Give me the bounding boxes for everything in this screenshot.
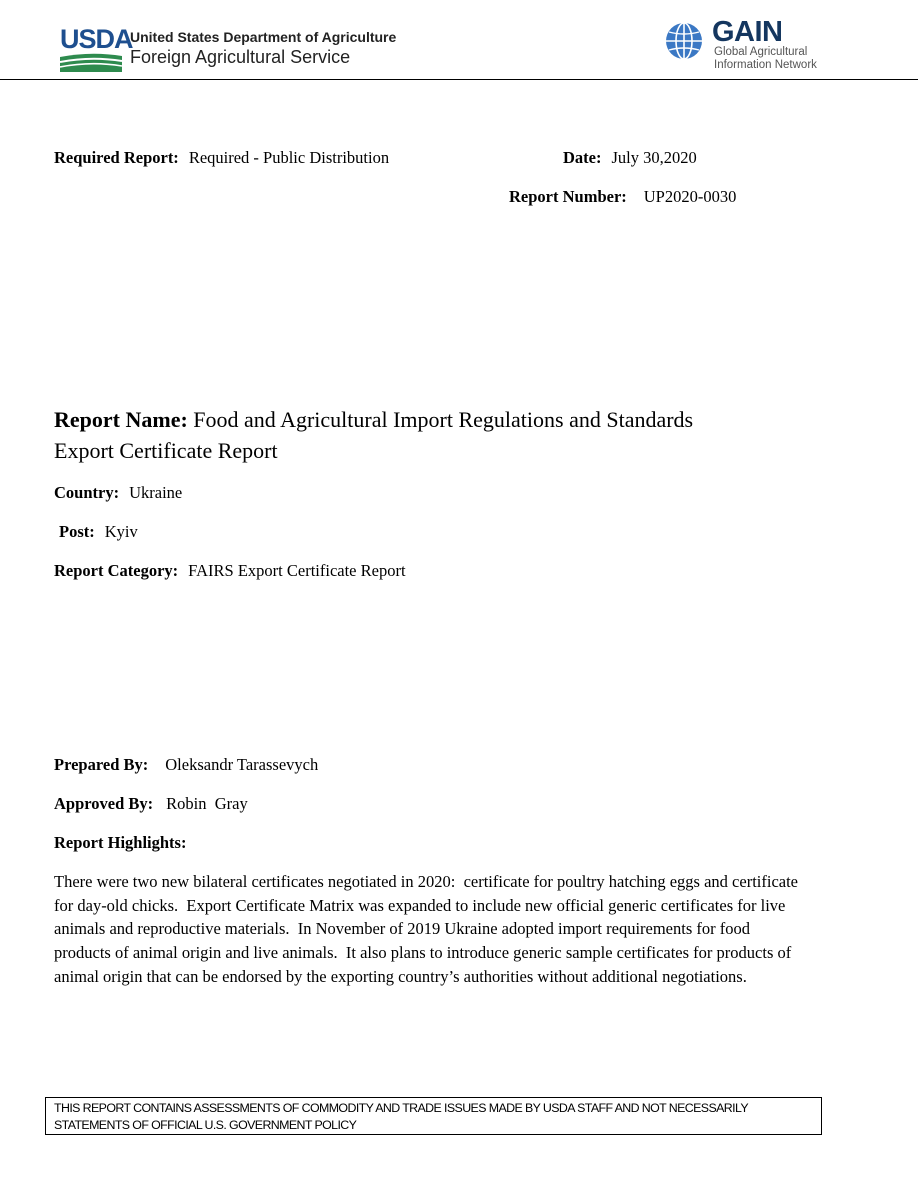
usda-logo-text: USDA bbox=[60, 24, 133, 54]
header-divider bbox=[0, 79, 918, 80]
disclaimer-box bbox=[45, 1097, 822, 1135]
report-number-value: UP2020-0030 bbox=[643, 187, 737, 206]
required-report-value: Required - Public Distribution bbox=[188, 148, 390, 167]
prepared-by-row bbox=[54, 755, 318, 775]
disclaimer-line1: THIS REPORT CONTAINS ASSESSMENTS OF COMMODITY AND TRADE ISSUES MADE BY USDA STAFF AND NOT NECESSARILY bbox=[54, 1101, 748, 1115]
highlights-text: There were two new bilateral certificates negotiated in 2020: certificate for poultry hatching eggs and certificate for day-old chicks. Export Certificate Matrix was expanded to include new official generic certificates for live animals and reproductive materials. In November of 2019 Ukraine adopted import requirements for food products of animal origin and live animals. It also plans to introduce generic sample certificates for products of animal origin that can be endorsed by the exporting country’s authorities without additional negotiations. bbox=[54, 872, 803, 986]
country-label: Country: bbox=[54, 483, 120, 502]
report-name-label: Report Name: bbox=[54, 407, 188, 432]
country-row bbox=[54, 483, 182, 503]
report-name-line1: Food and Agricultural Import Regulations and Standards bbox=[193, 407, 694, 432]
service-name: Foreign Agricultural Service bbox=[130, 47, 351, 67]
report-name bbox=[54, 404, 834, 466]
date-row bbox=[563, 148, 697, 168]
approved-by-row bbox=[54, 794, 248, 814]
gain-subtitle-line2: Information Network bbox=[714, 59, 817, 71]
post-row bbox=[59, 522, 138, 542]
report-number-row bbox=[509, 187, 736, 207]
country-value: Ukraine bbox=[129, 483, 183, 502]
highlights-label: Report Highlights: bbox=[54, 833, 187, 852]
post-label: Post: bbox=[59, 522, 95, 541]
department-name: United States Department of Agriculture bbox=[130, 29, 397, 45]
report-name-line2: Export Certificate Report bbox=[54, 438, 278, 463]
required-report-row bbox=[54, 148, 389, 168]
highlights-heading bbox=[54, 833, 186, 853]
report-category-value: FAIRS Export Certificate Report bbox=[188, 561, 406, 580]
post-value: Kyiv bbox=[104, 522, 138, 541]
approved-by-label: Approved By: bbox=[54, 794, 154, 813]
report-category-label: Report Category: bbox=[54, 561, 179, 580]
gain-subtitle-line1: Global Agricultural bbox=[714, 46, 808, 58]
usda-logo bbox=[60, 24, 133, 72]
date-label: Date: bbox=[563, 148, 602, 167]
globe-icon bbox=[664, 21, 704, 61]
disclaimer-line2: STATEMENTS OF OFFICIAL U.S. GOVERNMENT POLICY bbox=[54, 1118, 357, 1132]
approved-by-value: Robin Gray bbox=[166, 794, 248, 813]
required-report-label: Required Report: bbox=[54, 148, 179, 167]
prepared-by-value: Oleksandr Tarassevych bbox=[165, 755, 319, 774]
report-number-label: Report Number: bbox=[509, 187, 627, 206]
date-value: July 30,2020 bbox=[611, 148, 697, 167]
gain-title: GAIN bbox=[712, 16, 783, 48]
prepared-by-label: Prepared By: bbox=[54, 755, 149, 774]
usda-swoosh-icon bbox=[60, 53, 122, 72]
report-category-row bbox=[54, 561, 406, 581]
